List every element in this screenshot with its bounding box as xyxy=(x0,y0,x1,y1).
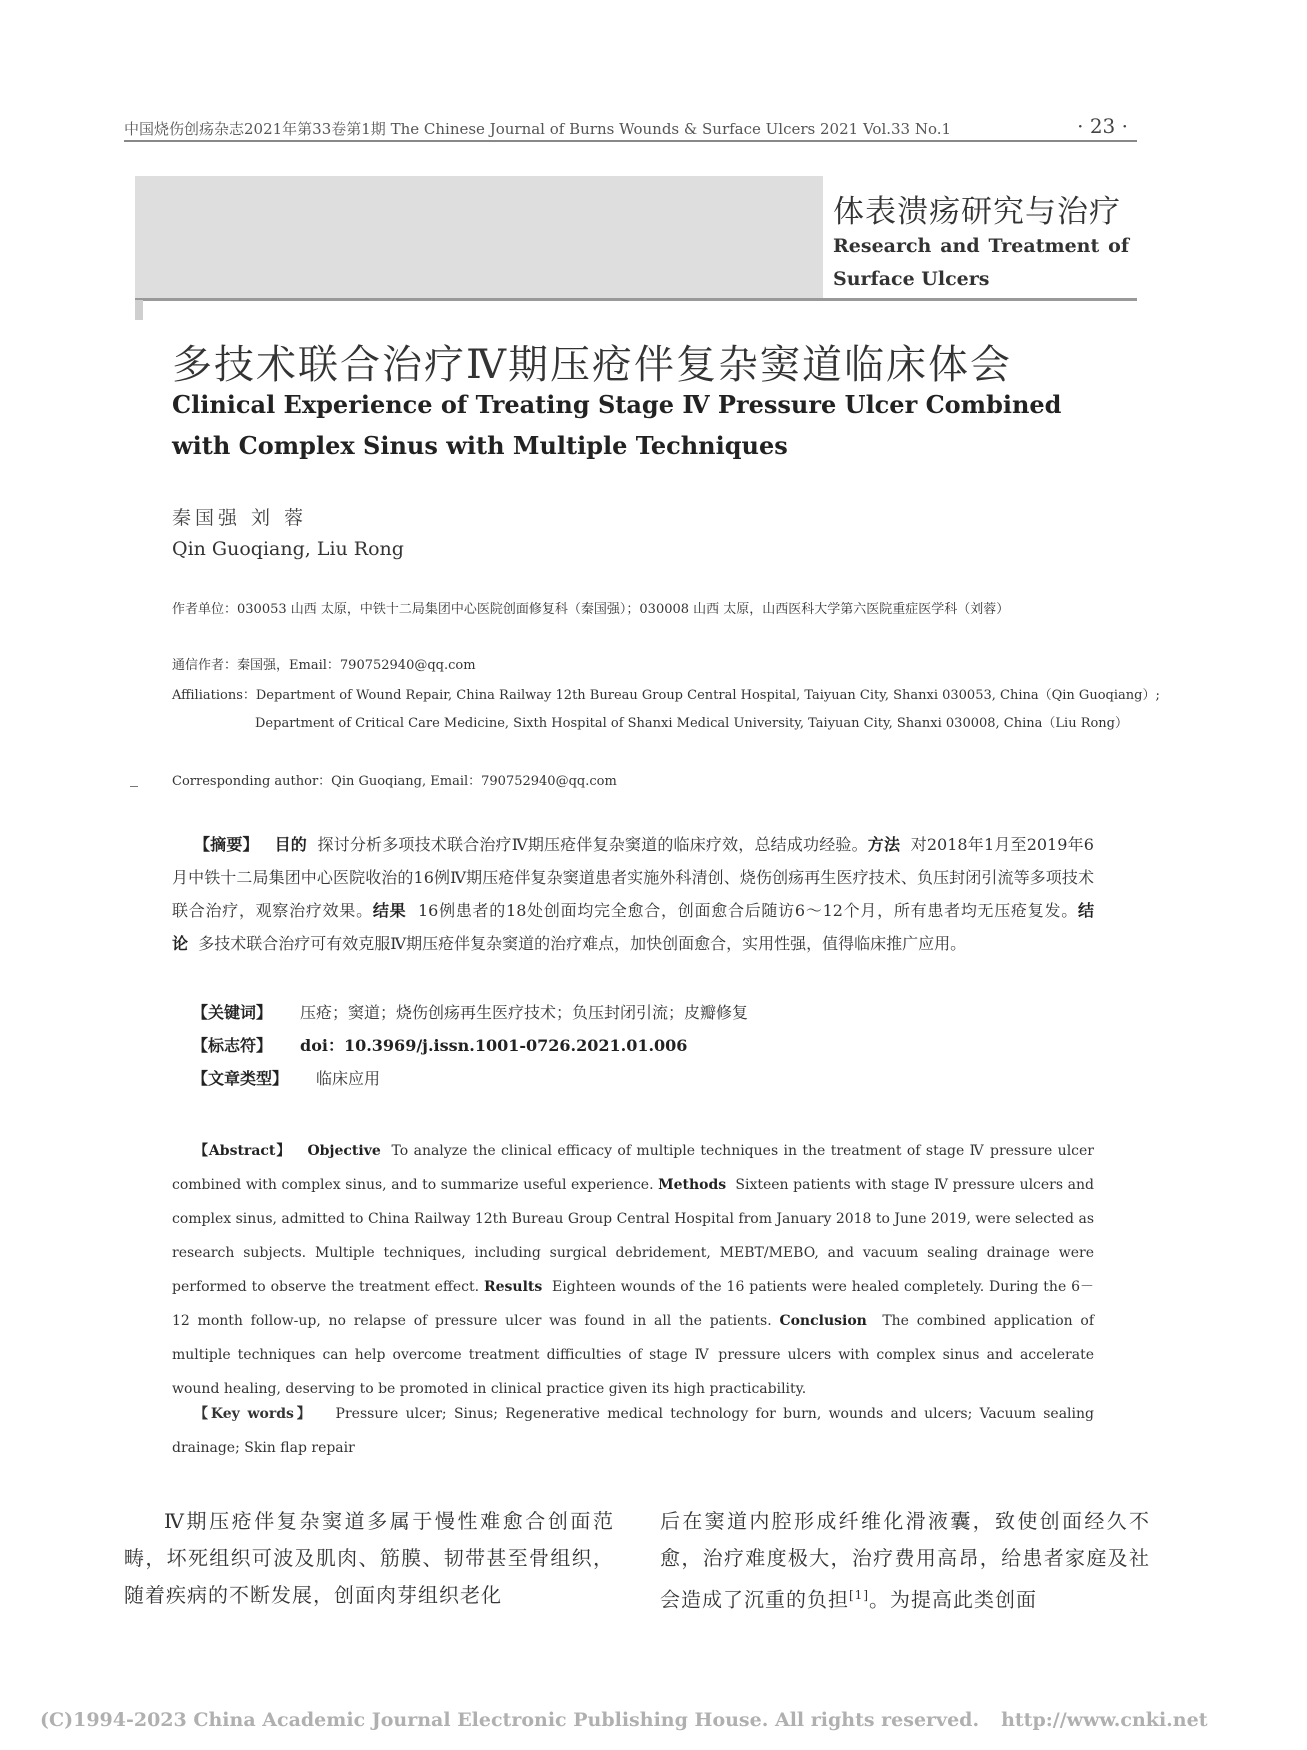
running-header xyxy=(124,114,1138,139)
abstract-en-methods: Sixteen patients with stage Ⅳ pressure ulcers and complex sinus, admitted to China Railway 12th Bureau Group Central Hospital from January 2018 to June 2019, were selected as research subjects. Multiple techniques, including surgical debridement, MEBT/MEBO, and vacuum sealing drainage were performed to observe the treatment effect. xyxy=(172,1177,1094,1295)
corresponding-cn-text: 秦国强，Email：790752940@qq.com xyxy=(237,658,476,673)
abstract-cn-objective: 探讨分析多项技术联合治疗Ⅳ期压疮伴复杂窦道的临床疗效，总结成功经验。 xyxy=(317,835,868,854)
abstract-cn-label: 【摘要】 xyxy=(194,835,259,854)
abstract-cn-objective-label: 目的 xyxy=(274,835,307,854)
affiliation-en-text: Department of Wound Repair, China Railway 12th Bureau Group Central Hospital, Taiyuan City, Shanxi 030053, China（Qin Guoqiang）; Department of Critical Care Medicine, Sixth Hospital of Shanxi Medical University, Taiyuan City, Shanxi 030008, China（Liu Rong） xyxy=(255,688,1160,731)
article-type-cn xyxy=(192,1066,380,1089)
body-right-text: 后在窦道内腔形成纤维化滑液囊，致使创面经久不愈，治疗难度极大，治疗费用高昂，给患者家庭及社会造成了沉重的负担 xyxy=(660,1509,1150,1612)
column-title-cn: 体表溃疡研究与治疗 xyxy=(833,194,1121,230)
identifier-cn-text: doi：10.3969/j.issn.1001-0726.2021.01.006 xyxy=(300,1036,688,1055)
abstract-cn-results-label: 结果 xyxy=(372,901,407,920)
abstract-cn-results: 16例患者的18处创面均完全愈合，创面愈合后随访6～12个月，所有患者均无压疮复发。 xyxy=(417,901,1078,920)
keywords-cn-label: 【关键词】 xyxy=(192,1003,273,1022)
abstract-en-conclusion-label: Conclusion xyxy=(779,1313,867,1329)
body-column-right xyxy=(660,1503,1150,1619)
column-band-rule xyxy=(135,298,1137,301)
article-title-cn: 多技术联合治疗Ⅳ期压疮伴复杂窦道临床体会 xyxy=(172,342,1012,388)
keywords-cn xyxy=(192,1000,748,1023)
corresponding-en-label: Corresponding author： xyxy=(172,774,332,789)
keywords-en-label: 【Key words】 xyxy=(194,1406,314,1422)
identifier-cn-label: 【标志符】 xyxy=(192,1036,273,1055)
corresponding-cn xyxy=(172,652,1094,680)
header-rule xyxy=(124,140,1137,142)
body-right-tail: 。为提高此类创面 xyxy=(869,1587,1037,1612)
affiliation-en-label: Affiliations： xyxy=(172,688,256,703)
abstract-en-methods-label: Methods xyxy=(658,1177,727,1193)
authors-en: Qin Guoqiang, Liu Rong xyxy=(172,538,404,560)
abstract-cn xyxy=(172,828,1094,960)
keywords-en-text: Pressure ulcer; Sinus; Regenerative medical technology for burn, wounds and ulcers; Vacuum sealing drainage; Skin flap repair xyxy=(172,1406,1094,1456)
abstract-en-conclusion: The combined application of multiple techniques can help overcome treatment difficulties of stage Ⅳ pressure ulcers with complex sinus and accelerate wound healing, deserving to be promoted in clinical practice given its high practicability. xyxy=(172,1313,1095,1397)
running-header-text: 中国烧伤创疡杂志2021年第33卷第1期 The Chinese Journal of Burns Wounds & Surface Ulcers 2021 Vol.33 No.1 xyxy=(124,120,952,138)
abstract-en-results-label: Results xyxy=(483,1279,543,1295)
corresponding-en xyxy=(172,768,1094,796)
footer-url: http://www.cnki.net xyxy=(1001,1709,1208,1731)
column-band-tab xyxy=(135,300,143,320)
abstract-en-results: Eighteen wounds of the 16 patients were healed completely. During the 6－12 month follow-up, no relapse of pressure ulcer was found in all the patients. xyxy=(172,1279,1095,1329)
body-column-left: Ⅳ期压疮伴复杂窦道多属于慢性难愈合创面范畴，坏死组织可波及肌肉、筋膜、韧带甚至骨组织，随着疾病的不断发展，创面肉芽组织老化 xyxy=(124,1509,614,1607)
abstract-en-label: 【Abstract】 xyxy=(194,1143,292,1159)
article-type-cn-text: 临床应用 xyxy=(316,1069,381,1088)
article-title-en: Clinical Experience of Treating Stage Ⅳ Pressure Ulcer Combined with Complex Sinus with Multiple Techniques xyxy=(172,390,1062,460)
copyright-text: (C)1994-2023 China Academic Journal Electronic Publishing House. All rights reserved. xyxy=(40,1709,980,1731)
identifier-cn xyxy=(192,1033,687,1056)
column-title-en: Research and Treatment of Surface Ulcers xyxy=(833,235,1129,290)
margin-mark xyxy=(130,786,138,787)
affiliation-en xyxy=(172,682,1177,738)
corresponding-cn-label: 通信作者： xyxy=(172,658,238,673)
authors-cn: 秦国强 刘 蓉 xyxy=(172,507,308,529)
abstract-en-objective: To analyze the clinical efficacy of multiple techniques in the treatment of stage Ⅳ pressure ulcer combined with complex sinus, and to summarize useful experience. xyxy=(172,1143,1094,1193)
affiliation-cn-label: 作者单位： xyxy=(172,602,238,617)
keywords-en xyxy=(172,1397,1094,1465)
copyright-footer xyxy=(40,1709,1207,1731)
article-type-cn-label: 【文章类型】 xyxy=(192,1069,289,1088)
page-number: · 23 · xyxy=(1077,114,1128,138)
abstract-cn-methods-label: 方法 xyxy=(867,835,901,854)
abstract-cn-methods: 对2018年1月至2019年6月中铁十二局集团中心医院收治的16例Ⅳ期压疮伴复杂窦道患者实施外科清创、烧伤创疡再生医疗技术、负压封闭引流等多项技术联合治疗，观察治疗效果。 xyxy=(172,835,1094,920)
affiliation-cn xyxy=(172,596,1177,624)
corresponding-en-text: Qin Guoqiang, Email：790752940@qq.com xyxy=(331,774,617,789)
abstract-cn-conclusion: 多技术联合治疗可有效克服Ⅳ期压疮伴复杂窦道的治疗难点，加快创面愈合，实用性强，值得临床推广应用。 xyxy=(198,934,967,953)
abstract-en-objective-label: Objective xyxy=(307,1143,381,1159)
abstract-cn-conclusion-label: 结论 xyxy=(172,901,1094,953)
abstract-en xyxy=(172,1134,1094,1406)
affiliation-cn-text: 030053 山西 太原，中铁十二局集团中心医院创面修复科（秦国强）；030008 山西 太原，山西医科大学第六医院重症医学科（刘蓉） xyxy=(237,602,1010,617)
citation-ref: [1] xyxy=(849,1588,869,1602)
keywords-cn-text: 压疮；窦道；烧伤创疡再生医疗技术；负压封闭引流；皮瓣修复 xyxy=(300,1003,749,1022)
